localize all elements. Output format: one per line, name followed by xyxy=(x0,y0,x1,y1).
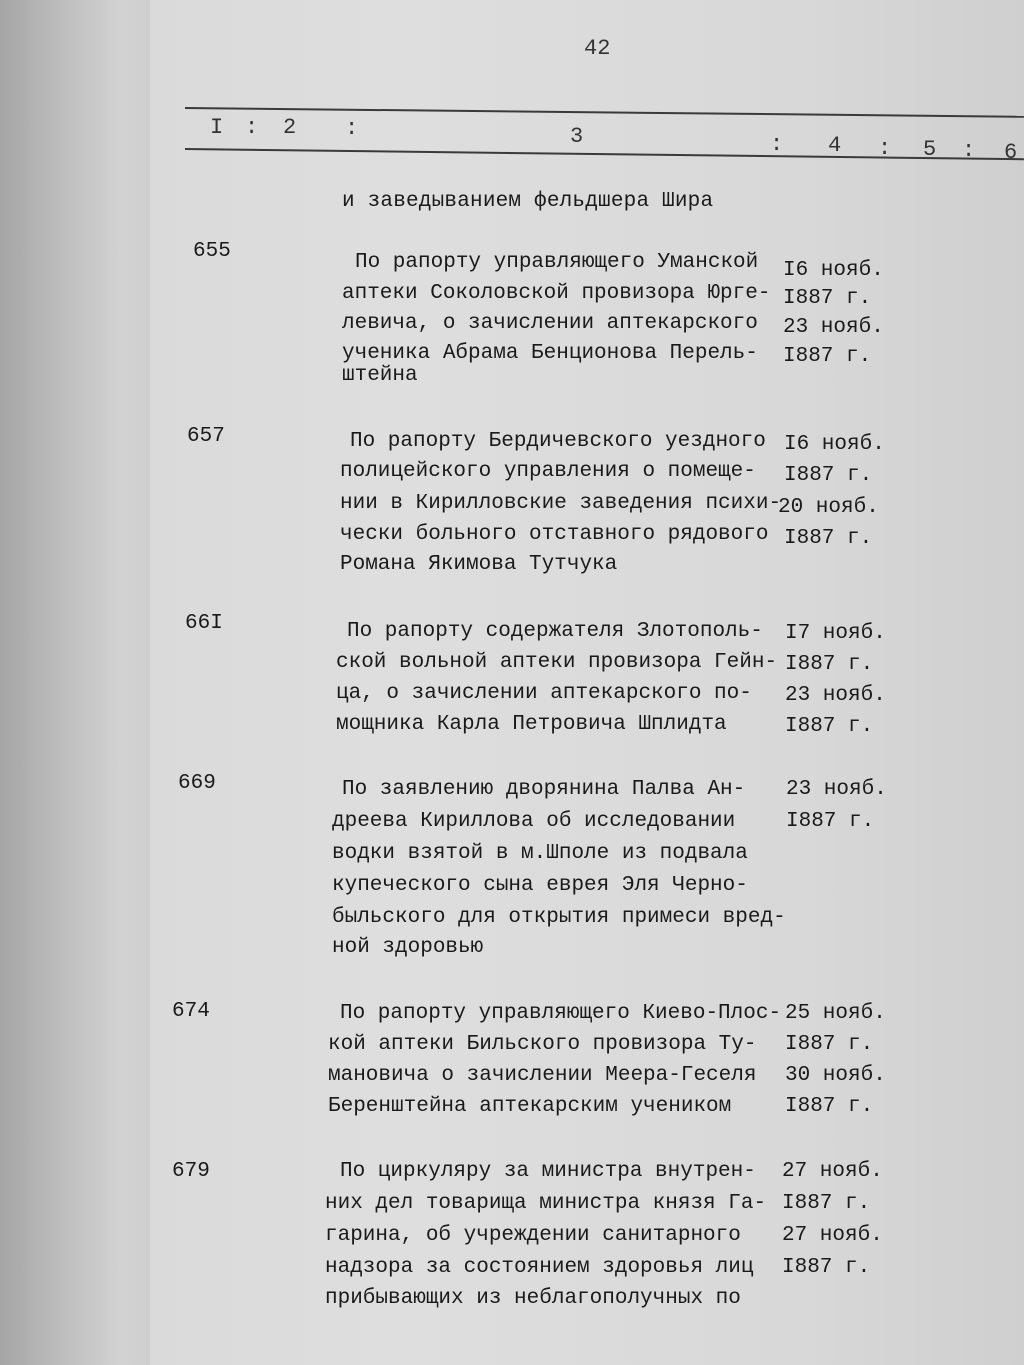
entry-description-line: ной здоровью xyxy=(332,936,484,959)
entry-description-line: полицейского управления о помеще- xyxy=(340,460,756,483)
entry-date: 23 нояб. xyxy=(786,778,887,801)
book-spine-shadow xyxy=(0,0,150,1365)
entry-description-line: прибывающих из неблагополучных по xyxy=(325,1287,741,1310)
entry-description-line: купеческого сына еврея Эля Черно- xyxy=(332,874,748,897)
entry-description-line: мановича о зачислении Меера-Геселя xyxy=(328,1064,757,1087)
column-header-separator: : xyxy=(770,132,784,157)
entry-number: 679 xyxy=(172,1160,210,1183)
entry-date: I6 нояб. xyxy=(783,259,884,282)
entry-description-line: По рапорту содержателя Злотополь- xyxy=(347,620,763,643)
column-header-6: 6 xyxy=(1004,140,1018,165)
entry-description-line: чески больного отставного рядового xyxy=(340,523,769,546)
entry-description-line: По заявлению дворянина Палва Ан- xyxy=(342,778,746,801)
entry-date: I887 г. xyxy=(785,715,874,738)
entry-description-line: них дел товарища министра князя Га- xyxy=(325,1192,767,1215)
entry-date: I887 г. xyxy=(783,345,872,368)
entry-number: 66I xyxy=(185,612,223,635)
entry-date: I887 г. xyxy=(784,464,873,487)
entry-date: I887 г. xyxy=(782,1256,871,1279)
entry-description-line: По циркуляру за министра внутрен- xyxy=(340,1160,756,1183)
entry-description-line: штейна xyxy=(342,364,418,387)
entry-description-line: водки взятой в м.Шполе из подвала xyxy=(332,842,748,865)
column-header-5: 5 xyxy=(923,137,937,162)
entry-description-line: По рапорту Бердичевского уездного xyxy=(350,430,766,453)
entry-date: I887 г. xyxy=(783,287,872,310)
column-header-4: 4 xyxy=(828,133,842,158)
entry-number: 669 xyxy=(178,772,216,795)
entry-description-line: гарина, об учреждении санитарного xyxy=(325,1224,741,1247)
entry-description-line: Беренштейна аптекарским учеником xyxy=(328,1095,732,1118)
entry-date: 27 нояб. xyxy=(782,1160,883,1183)
entry-date: 25 нояб. xyxy=(785,1002,886,1025)
entry-date: I887 г. xyxy=(785,1095,874,1118)
entry-description-line: мощника Карла Петровича Шплидта xyxy=(336,713,727,736)
entry-date: 27 нояб. xyxy=(782,1224,883,1247)
entry-date: 23 нояб. xyxy=(783,316,884,339)
entry-description-line: ца, о зачислении аптекарского по- xyxy=(336,682,752,705)
column-header-separator: : xyxy=(878,136,892,161)
entry-date: I887 г. xyxy=(786,810,875,833)
entry-description-line: ской вольной аптеки провизора Гейн- xyxy=(336,651,778,674)
continuation-line: и заведыванием фельдшера Шира xyxy=(342,190,714,213)
entry-description-line: Романа Якимова Тутчука xyxy=(340,553,618,576)
entry-description-line: аптеки Соколовской провизора Юрге- xyxy=(342,282,771,305)
entry-description-line: нии в Кирилловские заведения психи- xyxy=(340,492,782,515)
entry-description-line: быльского для открытия примеси вред- xyxy=(332,906,786,929)
entry-number: 657 xyxy=(187,425,225,448)
entry-description-line: дреева Кириллова об исследовании xyxy=(332,810,736,833)
column-header-separator: : xyxy=(345,116,359,141)
entry-date: I7 нояб. xyxy=(785,622,886,645)
column-header-separator: : xyxy=(962,138,976,163)
entry-date: 30 нояб. xyxy=(785,1064,886,1087)
column-header-separator: : xyxy=(245,115,259,140)
entry-description-line: ученика Абрама Бенционова Перель- xyxy=(342,342,758,365)
entry-date: 20 нояб. xyxy=(778,496,879,519)
entry-number: 674 xyxy=(172,1000,210,1023)
entry-description-line: По рапорту управляющего Киево-Плос- xyxy=(340,1002,782,1025)
entry-date: I887 г. xyxy=(785,1033,874,1056)
table-header-top-rule xyxy=(185,107,1024,118)
entry-date: I887 г. xyxy=(784,527,873,550)
entry-date: I887 г. xyxy=(785,653,874,676)
entry-description-line: надзора за состоянием здоровья лиц xyxy=(325,1256,754,1279)
entry-number: 655 xyxy=(193,240,231,263)
entry-date: 23 нояб. xyxy=(785,684,886,707)
column-header-1: I xyxy=(210,115,224,140)
entry-description-line: кой аптеки Бильского провизора Ту- xyxy=(328,1033,757,1056)
entry-date: I887 г. xyxy=(782,1192,871,1215)
entry-date: I6 нояб. xyxy=(784,433,885,456)
column-header-3: 3 xyxy=(570,124,584,149)
column-header-2: 2 xyxy=(283,115,297,140)
entry-description-line: левича, о зачислении аптекарского xyxy=(342,312,758,335)
table-header-bottom-rule xyxy=(185,148,1024,160)
page-number: 42 xyxy=(584,36,611,61)
entry-description-line: По рапорту управляющего Уманской xyxy=(355,251,759,274)
